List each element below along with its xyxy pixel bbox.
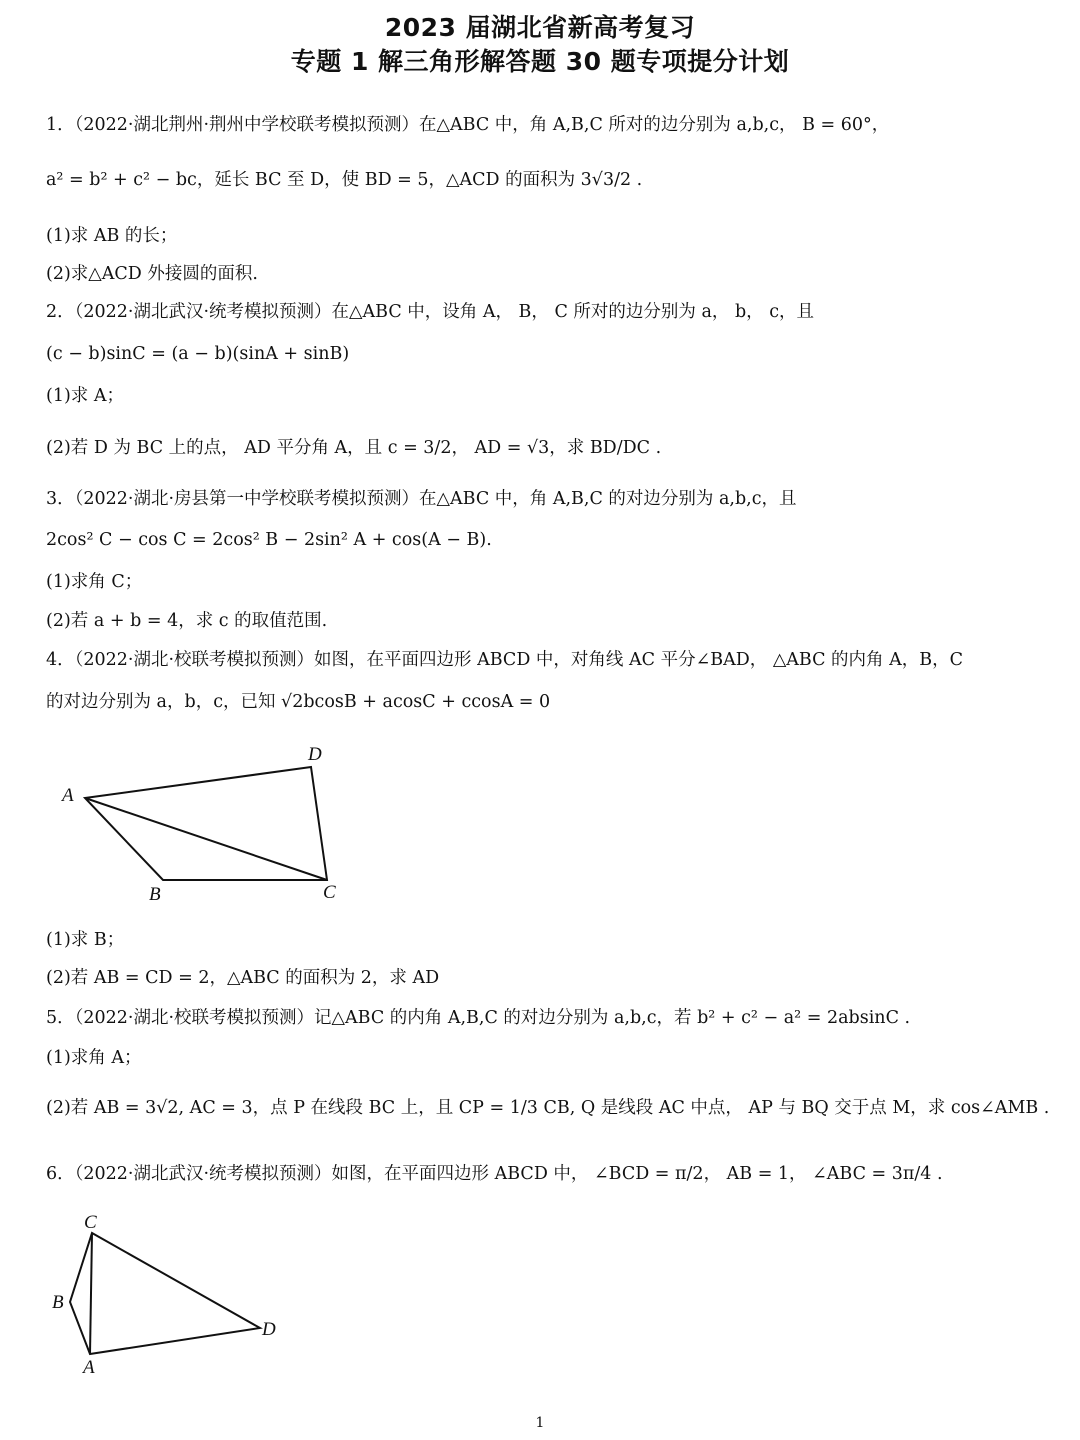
problem-3-part-1: (1)求角 C；	[46, 572, 143, 592]
problem-3-part-2: (2)若 a + b = 4，求 c 的取值范围.	[46, 611, 328, 631]
problem-5-statement: 5．（2022·湖北·校联考模拟预测）记△ABC 的内角 A,B,C 的对边分别为 a,b,c，若 b² + c² − a² = 2absinC .	[46, 1008, 911, 1028]
problem-4-part-1: (1)求 B；	[46, 930, 125, 950]
problem-2-part-2: (2)若 D 为 BC 上的点， AD 平分角 A，且 c = 3/2， AD = √3，求 BD/DC .	[46, 438, 662, 458]
problem-1-part-2: (2)求△ACD 外接圆的面积.	[46, 264, 258, 284]
vertex-label-b: B	[52, 1292, 64, 1313]
diagonal-ac	[90, 1233, 92, 1354]
problem-3-equation: 2cos² C − cos C = 2cos² B − 2sin² A + cos(A − B).	[46, 530, 492, 550]
vertex-label-a: A	[83, 1357, 95, 1378]
vertex-label-d: D	[308, 744, 322, 765]
problem-3-statement: 3．（2022·湖北·房县第一中学校联考模拟预测）在△ABC 中，角 A,B,C 的对边分别为 a,b,c，且	[46, 489, 797, 509]
problem-2-equation: (c − b)sinC = (a − b)(sinA + sinB)	[46, 344, 350, 364]
problem-5-part-1: (1)求角 A；	[46, 1048, 142, 1068]
quadrilateral-abcd	[85, 767, 327, 880]
diagonal-ac	[85, 798, 327, 880]
problem-4-condition: 的对边分别为 a，b，c，已知 √2bcosB + acosC + ccosA = 0	[46, 692, 551, 712]
page-title-line-2: 专题 1 解三角形解答题 30 题专项提分计划	[290, 47, 790, 76]
vertex-label-c: C	[323, 882, 336, 903]
problem-1-condition: a² = b² + c² − bc，延长 BC 至 D，使 BD = 5，△ACD 的面积为 3√3/2 .	[46, 170, 643, 190]
problem-4-quadrilateral-figure	[0, 730, 380, 910]
quadrilateral-abcd	[70, 1233, 260, 1354]
problem-2-part-1: (1)求 A；	[46, 386, 124, 406]
problem-1-part-1: (1)求 AB 的长；	[46, 226, 178, 246]
problem-1-statement: 1．（2022·湖北荆州·荆州中学校联考模拟预测）在△ABC 中，角 A,B,C 所对的边分别为 a,b,c， B = 60°，	[46, 115, 890, 135]
vertex-label-c: C	[84, 1212, 97, 1233]
vertex-label-d: D	[262, 1319, 276, 1340]
problem-2-statement: 2．（2022·湖北武汉·统考模拟预测）在△ABC 中，设角 A， B， C 所对的边分别为 a， b， c，且	[46, 302, 815, 322]
vertex-label-a: A	[62, 785, 74, 806]
problem-4-part-2: (2)若 AB = CD = 2，△ABC 的面积为 2，求 AD	[46, 968, 440, 988]
vertex-label-b: B	[149, 884, 161, 905]
problem-4-statement: 4．（2022·湖北·校联考模拟预测）如图，在平面四边形 ABCD 中，对角线 AC 平分∠BAD， △ABC 的内角 A，B，C	[46, 650, 964, 670]
page-number: 1	[535, 1415, 545, 1431]
problem-6-statement: 6．（2022·湖北武汉·统考模拟预测）如图，在平面四边形 ABCD 中， ∠BCD = π/2， AB = 1， ∠ABC = 3π/4 .	[46, 1164, 943, 1184]
problem-6-quadrilateral-figure	[0, 1205, 300, 1385]
problem-5-part-2: (2)若 AB = 3√2, AC = 3，点 P 在线段 BC 上，且 CP = 1/3 CB, Q 是线段 AC 中点， AP 与 BQ 交于点 M，求 cos∠AMB .	[46, 1098, 1050, 1118]
page-title-line-1: 2023 届湖北省新高考复习	[384, 13, 696, 42]
